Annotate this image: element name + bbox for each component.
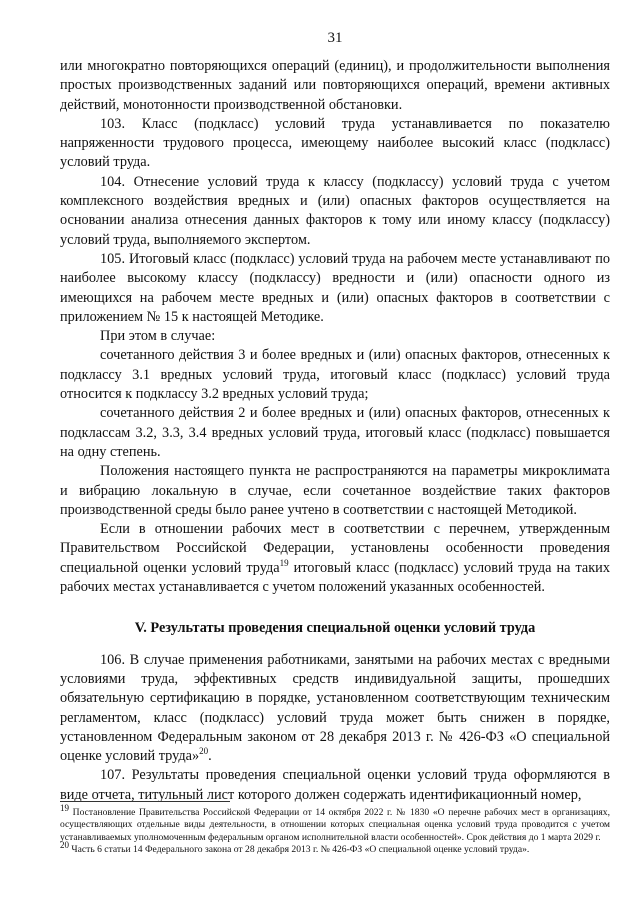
paragraph-104: 104. Отнесение условий труда к классу (подклассу) условий труда с учетом комплексного воздействия вредных и (или) опасных факторов осуществляется на основании анализа отнесения данных факторов к тому или иному классу (подклассу) условий труда, выполняемого экспертом.: [60, 173, 610, 248]
footnote-ref-20[interactable]: 20: [199, 746, 209, 757]
footnotes: [60, 802, 610, 857]
footnote-ref-19[interactable]: 19: [279, 557, 289, 568]
paragraph-text: итоговый класс (подкласс) условий труда на таких рабочих местах устанавливается с учетом положений указанных особенностей.: [60, 559, 610, 596]
footnote-divider: [60, 801, 230, 802]
paragraph-exception: Положения настоящего пункта не распространяются на параметры микроклимата и вибрацию локальную в случае, если сочетанное воздействие таких факторов производственной среды было ранее учтено в соответствии с настоящей Методикой.: [60, 463, 610, 518]
footnote-text: Постановление Правительства Российской Федерации от 14 октября 2022 г. № 1830 «О перечне рабочих мест в организациях, осуществляющих отдельные виды деятельности, в отношении которых специальная оценка условий труда проводится с учетом устанавливаемых уполномоченным федеральным органом исполнительной власти особенностей». Срок действия до 1 марта 2029 г.: [60, 807, 610, 843]
paragraph-special-workplaces: [60, 520, 610, 597]
footnote-mark-20: 20: [60, 840, 69, 851]
paragraph-107: 107. Результаты проведения специальной оценки условий труда оформляются в виде отчета, титульный лист которого должен содержать идентификационный номер,: [60, 767, 610, 803]
paragraph-103: 103. Класс (подкласс) условий труда устанавливается по показателю напряженности трудового процесса, имеющему наиболее высокий класс (подкласс) условий труда.: [60, 115, 610, 171]
body-text: [60, 57, 610, 805]
paragraph-text: Если в отношении рабочих мест в соответствии с перечнем, утвержденным Правительством Российской Федерации, установлены особенности проведения специальной оценки условий труда: [60, 521, 610, 576]
section-heading: V. Результаты проведения специальной оценки условий труда: [134, 620, 536, 637]
paragraph-case-intro: При этом в случае:: [100, 328, 216, 345]
paragraph-case-2: сочетанного действия 2 и более вредных и (или) опасных факторов, отнесенных к подклассам 3.2, 3.3, 3.4 вредных условий труда, итоговый класс (подкласс) повышается на одну степень.: [60, 405, 610, 460]
footnote-mark-19: 19: [60, 802, 69, 813]
footnote-text: Часть 6 статьи 14 Федерального закона от 28 декабря 2013 г. № 426-ФЗ «О специальной оценке условий труда».: [69, 844, 530, 856]
footnote-19: [60, 802, 610, 844]
paragraph-106: [60, 651, 610, 767]
page-number: 31: [327, 30, 343, 46]
paragraph-text: .: [208, 748, 212, 765]
paragraph-text: 106. В случае применения работниками, занятыми на рабочих местах с вредными условиями труда, эффективных средств индивидуальной защиты, прошедших обязательную сертификацию в порядке, установленном соответствующим техническим регламентом, класс (подкласс) условий труда может быть снижен в порядке, установленном Федеральным законом от 28 декабря 2013 г. № 426-ФЗ «О специальной оценке условий труда»: [60, 651, 610, 765]
paragraph-continuation: или многократно повторяющихся операций (единиц), и продолжительности выполнения простых производственных заданий или повторяющихся операций, времени активных действий, монотонности производственной обстановки.: [60, 58, 610, 113]
footnote-20: [60, 840, 610, 856]
paragraph-case-1: сочетанного действия 3 и более вредных и (или) опасных факторов, отнесенных к подклассу 3.1 вредных условий труда, итоговый класс (подкласс) условий труда относится к подклассу 3.2 вредных условий труда;: [60, 347, 610, 403]
paragraph-105: 105. Итоговый класс (подкласс) условий труда на рабочем месте устанавливают по наиболее высокому классу (подклассу) вредности и (или) опасности одного из имеющихся на рабочем месте вредных и (или) опасных факторов в соответствии с приложением № 15 к настоящей Методике.: [60, 250, 610, 325]
